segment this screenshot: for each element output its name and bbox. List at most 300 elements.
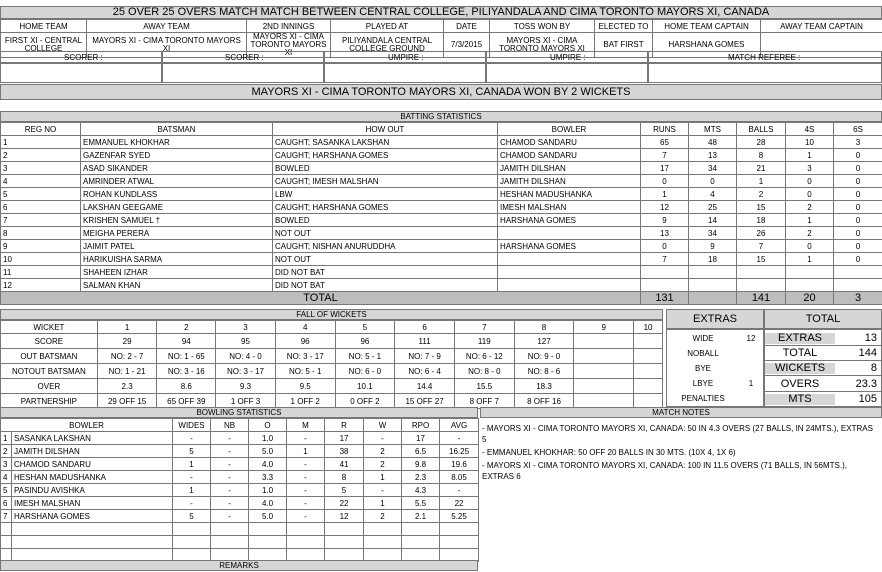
match-info-header: 2ND INNINGS — [247, 20, 331, 33]
bowling-cell: 19.6 — [440, 458, 479, 471]
batting-cell: 15 — [737, 253, 786, 266]
batting-cell: HARSHANA GOMES — [498, 214, 641, 227]
fow-wicket-number: 6 — [395, 321, 455, 334]
fow-cell: 8 OFF 7 — [454, 394, 514, 409]
fow-cell: 1 OFF 2 — [275, 394, 335, 409]
batting-cell: 0 — [641, 175, 689, 188]
bowling-cell — [402, 536, 440, 549]
batting-cell: 7 — [641, 253, 689, 266]
batting-cell: 0 — [834, 253, 882, 266]
bowling-cell: 1 — [287, 445, 325, 458]
fow-wicket-number: 9 — [574, 321, 634, 334]
batting-cell: NOT OUT — [273, 253, 498, 266]
batting-cell — [689, 266, 737, 279]
batting-cell — [786, 266, 834, 279]
total-box — [764, 329, 882, 407]
batting-cell: DID NOT BAT — [273, 266, 498, 279]
batting-cell: 2 — [737, 188, 786, 201]
match-info-header-row — [1, 20, 882, 33]
bowling-row — [1, 497, 479, 510]
bowling-cell: 2 — [364, 510, 402, 523]
fow-cell: 10.1 — [335, 379, 395, 394]
bowling-cell: 5 — [1, 484, 12, 497]
batting-cell: 18 — [689, 253, 737, 266]
bowling-cell: HARSHANA GOMES — [12, 510, 173, 523]
bowling-cell — [211, 523, 249, 536]
bowling-row — [1, 484, 479, 497]
bowling-cell — [12, 536, 173, 549]
total-box-label: MTS — [765, 394, 835, 405]
match-info-value: FIRST XI - CENTRAL COLLEGE — [1, 33, 87, 58]
fow-cell: NO: 4 - 0 — [216, 349, 276, 364]
fow-cell: 2.3 — [97, 379, 157, 394]
fow-cell: NO: 3 - 16 — [157, 364, 216, 379]
batting-cell — [737, 266, 786, 279]
batting-cell: GAZENFAR SYED — [81, 149, 273, 162]
bowling-cell: - — [287, 497, 325, 510]
fow-row-label: OVER — [1, 379, 98, 394]
match-info-header: TOSS WON BY — [490, 20, 595, 33]
fow-cell: 94 — [157, 334, 216, 349]
fow-cell: 65 OFF 39 — [157, 394, 216, 409]
batting-cell: 4 — [689, 188, 737, 201]
batting-cell: 1 — [786, 253, 834, 266]
bowling-cell: 17 — [325, 432, 364, 445]
fow-cell: 127 — [514, 334, 574, 349]
bowling-cell: 5 — [325, 484, 364, 497]
total-box-row — [765, 360, 881, 376]
batting-cell: 0 — [834, 175, 882, 188]
fow-row — [1, 334, 663, 349]
batting-cell: 9 — [1, 240, 81, 253]
bowling-row — [1, 510, 479, 523]
batting-section-title: BATTING STATISTICS — [0, 111, 882, 122]
bowling-cell: - — [211, 445, 249, 458]
bowling-cell — [1, 523, 12, 536]
bowling-row — [1, 445, 479, 458]
match-info-header: PLAYED AT — [331, 20, 444, 33]
fow-row-label: NOTOUT BATSMAN — [1, 364, 98, 379]
total-box-label: EXTRAS — [765, 333, 835, 344]
fow-cell: NO: 1 - 65 — [157, 349, 216, 364]
match-title: 25 OVER 25 OVERS MATCH MATCH BETWEEN CENTRAL COLLEGE, PILIYANDALA AND CIMA TORONTO MAYORS XI, CANADA — [0, 6, 882, 19]
fow-wicket-number: 10 — [634, 321, 663, 334]
batting-cell: 3 — [1, 162, 81, 175]
batting-cell: 10 — [786, 136, 834, 149]
batting-cell: 0 — [641, 240, 689, 253]
bowling-cell: - — [211, 510, 249, 523]
bowling-header: NB — [211, 419, 249, 432]
fow-wicket-number: 8 — [514, 321, 574, 334]
batting-cell: 65 — [641, 136, 689, 149]
bowling-cell: 22 — [325, 497, 364, 510]
umpire2-value — [486, 63, 648, 83]
fow-cell: 1 OFF 3 — [216, 394, 276, 409]
batting-total-mts — [689, 292, 737, 305]
batting-cell: 0 — [834, 149, 882, 162]
scorer2-label: SCORER : — [225, 53, 264, 62]
batting-cell: CAUGHT; HARSHANA GOMES — [273, 201, 498, 214]
fow-wicket-number: 7 — [454, 321, 514, 334]
batting-cell: 14 — [689, 214, 737, 227]
batting-cell: 0 — [786, 188, 834, 201]
bowling-header-row — [1, 419, 479, 432]
bowling-cell: 4.0 — [249, 458, 287, 471]
batting-total-fours: 20 — [786, 292, 834, 305]
batting-row — [1, 188, 882, 201]
bowling-section-title: BOWLING STATISTICS — [0, 407, 478, 418]
fow-cell: 18.3 — [514, 379, 574, 394]
batting-cell: JAIMIT PATEL — [81, 240, 273, 253]
batting-header: BALLS — [737, 123, 786, 136]
batting-row — [1, 279, 882, 292]
total-box-title: TOTAL — [764, 309, 882, 329]
total-box-row — [765, 376, 881, 392]
batting-cell — [641, 279, 689, 292]
batting-cell: ASAD SIKANDER — [81, 162, 273, 175]
bowling-cell: 4 — [1, 471, 12, 484]
remarks-title: REMARKS — [0, 560, 478, 571]
fow-cell: NO: 5 - 1 — [335, 349, 395, 364]
batting-cell: CHAMOD SANDARU — [498, 149, 641, 162]
fow-cell — [574, 349, 634, 364]
bowling-cell: 2 — [364, 458, 402, 471]
bowling-cell: 8 — [325, 471, 364, 484]
batting-total-row — [1, 292, 882, 305]
total-box-row — [765, 391, 881, 406]
bowling-cell: 6.5 — [402, 445, 440, 458]
match-info-header: AWAY TEAM CAPTAIN — [761, 20, 882, 33]
bowling-cell — [287, 523, 325, 536]
bowling-cell: 9.8 — [402, 458, 440, 471]
batting-cell: 0 — [834, 240, 882, 253]
fow-cell: 119 — [454, 334, 514, 349]
bowling-cell: 8.05 — [440, 471, 479, 484]
match-info-value: MAYORS XI - CIMA TORONTO MAYORS XI — [490, 33, 595, 58]
fow-cell: 111 — [395, 334, 455, 349]
bowling-cell: 16.25 — [440, 445, 479, 458]
batting-cell: 8 — [1, 227, 81, 240]
bowling-cell: 1 — [173, 458, 211, 471]
match-info-header: ELECTED TO — [595, 20, 653, 33]
batting-header: 6S — [834, 123, 882, 136]
batting-row — [1, 266, 882, 279]
bowling-header: BOWLER — [1, 419, 173, 432]
total-box-value: 23.3 — [855, 377, 877, 390]
batting-cell: DID NOT BAT — [273, 279, 498, 292]
bowling-cell: 2 — [364, 445, 402, 458]
fow-cell: NO: 6 - 0 — [335, 364, 395, 379]
fow-wicket-number: 5 — [335, 321, 395, 334]
total-box-label: TOTAL — [765, 348, 835, 359]
batting-cell: 4 — [1, 175, 81, 188]
fow-cell: 0 OFF 2 — [335, 394, 395, 409]
bowling-row — [1, 432, 479, 445]
bowling-cell: 5.0 — [249, 445, 287, 458]
fow-cell: NO: 3 - 17 — [275, 349, 335, 364]
umpire2-label: UMPIRE : — [550, 53, 586, 62]
batting-header: MTS — [689, 123, 737, 136]
extras-item-label: PENALTIES — [681, 394, 725, 403]
fow-wicket-number: 1 — [97, 321, 157, 334]
extras-title: EXTRAS — [666, 309, 764, 329]
batting-total-sixes: 3 — [834, 292, 882, 305]
batting-cell: 18 — [737, 214, 786, 227]
batting-cell: 1 — [737, 175, 786, 188]
fow-cell: NO: 9 - 0 — [514, 349, 574, 364]
bowling-cell: - — [211, 497, 249, 510]
bowling-cell: - — [364, 432, 402, 445]
batting-cell: MEIGHA PERERA — [81, 227, 273, 240]
batting-cell: LBW — [273, 188, 498, 201]
batting-cell: AMRINDER ATWAL — [81, 175, 273, 188]
extras-item-label: NOBALL — [687, 349, 719, 358]
batting-cell — [737, 279, 786, 292]
batting-cell: 0 — [786, 240, 834, 253]
fow-row — [1, 349, 663, 364]
batting-cell: EMMANUEL KHOKHAR — [81, 136, 273, 149]
fow-cell: NO: 3 - 17 — [216, 364, 276, 379]
batting-cell: 2 — [786, 227, 834, 240]
batting-header: REG NO — [1, 123, 81, 136]
bowling-cell: 6 — [1, 497, 12, 510]
result-banner: MAYORS XI - CIMA TORONTO MAYORS XI, CANADA WON BY 2 WICKETS — [0, 84, 882, 100]
fow-section-title: FALL OF WICKETS — [0, 309, 663, 320]
fow-cell: 14.4 — [395, 379, 455, 394]
total-box-label: OVERS — [765, 379, 835, 390]
match-note: - EMMANUEL KHOKHAR: 50 OFF 20 BALLS IN 30 MTS. (10X 4, 1X 6) — [482, 448, 736, 457]
total-box-value: 144 — [858, 347, 877, 360]
bowling-cell: 1 — [364, 497, 402, 510]
fow-cell: 96 — [335, 334, 395, 349]
batting-cell — [641, 266, 689, 279]
match-info-header: DATE — [444, 20, 490, 33]
batting-cell: CAUGHT; NISHAN ANURUDDHA — [273, 240, 498, 253]
batting-cell: 17 — [641, 162, 689, 175]
batting-cell — [786, 279, 834, 292]
bowling-cell: 5.25 — [440, 510, 479, 523]
bowling-cell — [173, 536, 211, 549]
extras-item-label: BYE — [694, 364, 711, 373]
batting-header: RUNS — [641, 123, 689, 136]
fow-cell: NO: 8 - 0 — [454, 364, 514, 379]
batting-cell: 6 — [1, 201, 81, 214]
bowling-cell: 3 — [1, 458, 12, 471]
bowling-header: RPO — [402, 419, 440, 432]
batting-cell: 1 — [1, 136, 81, 149]
batting-cell: 7 — [1, 214, 81, 227]
extras-item-label: LBYE — [692, 379, 714, 388]
bowling-cell: 7 — [1, 510, 12, 523]
batting-cell: 12 — [641, 201, 689, 214]
bowling-cell: - — [173, 432, 211, 445]
batting-cell: 0 — [689, 175, 737, 188]
bowling-cell — [440, 536, 479, 549]
bowling-cell: 2 — [1, 445, 12, 458]
batting-total-label: TOTAL — [1, 292, 641, 305]
bowling-header: W — [364, 419, 402, 432]
match-notes-body — [482, 423, 878, 484]
batting-cell: 13 — [641, 227, 689, 240]
batting-cell — [498, 266, 641, 279]
match-note: - MAYORS XI - CIMA TORONTO MAYORS XI, CANADA: 100 IN 11.5 OVERS (71 BALLS, IN 56MTS.), EXTRAS 6 — [482, 461, 847, 481]
bowling-cell: - — [287, 510, 325, 523]
fow-cell: 15 OFF 27 — [395, 394, 455, 409]
extras-item-label: WIDE — [692, 334, 714, 343]
bowling-cell: 41 — [325, 458, 364, 471]
batting-cell — [498, 227, 641, 240]
bowling-cell: 3.3 — [249, 471, 287, 484]
fow-row — [1, 364, 663, 379]
fow-cell: NO: 2 - 7 — [97, 349, 157, 364]
match-info-value: 7/3/2015 — [444, 33, 490, 58]
batting-cell: 1 — [786, 214, 834, 227]
bowling-cell: - — [211, 432, 249, 445]
batting-cell: 10 — [1, 253, 81, 266]
fow-cell: 9.5 — [275, 379, 335, 394]
fow-cell — [634, 379, 663, 394]
bowling-cell: - — [211, 484, 249, 497]
bowling-cell: 5.5 — [402, 497, 440, 510]
batting-row — [1, 149, 882, 162]
batting-total-balls: 141 — [737, 292, 786, 305]
bowling-cell: 2.1 — [402, 510, 440, 523]
fow-wicket-number: 2 — [157, 321, 216, 334]
batting-cell: 7 — [641, 149, 689, 162]
bowling-header: O — [249, 419, 287, 432]
batting-cell: 0 — [786, 175, 834, 188]
bowling-row — [1, 471, 479, 484]
fow-table — [0, 320, 663, 409]
total-box-value: 105 — [858, 392, 877, 405]
bowling-cell: - — [173, 497, 211, 510]
bowling-cell: 1 — [173, 484, 211, 497]
batting-cell: CAUGHT; SASANKA LAKSHAN — [273, 136, 498, 149]
fow-cell — [634, 334, 663, 349]
batting-cell: HARIKUISHA SARMA — [81, 253, 273, 266]
bowling-cell: - — [440, 484, 479, 497]
fow-cell: 8 OFF 16 — [514, 394, 574, 409]
bowling-row — [1, 536, 479, 549]
batting-header: HOW OUT — [273, 123, 498, 136]
referee-label: MATCH REFEREE : — [728, 53, 801, 62]
bowling-cell: PASINDU AVISHKA — [12, 484, 173, 497]
batting-cell: 13 — [689, 149, 737, 162]
bowling-cell: JAMITH DILSHAN — [12, 445, 173, 458]
match-info-header: HOME TEAM — [1, 20, 87, 33]
batting-cell: CHAMOD SANDARU — [498, 136, 641, 149]
fow-cell: NO: 5 - 1 — [275, 364, 335, 379]
match-notes-title: MATCH NOTES — [480, 407, 882, 418]
bowling-cell: 5 — [173, 445, 211, 458]
bowling-header: R — [325, 419, 364, 432]
batting-header: BATSMAN — [81, 123, 273, 136]
batting-row — [1, 227, 882, 240]
bowling-cell: - — [287, 471, 325, 484]
fow-row-label: SCORE — [1, 334, 98, 349]
bowling-cell — [12, 523, 173, 536]
bowling-cell — [364, 536, 402, 549]
bowling-cell: IMESH MALSHAN — [12, 497, 173, 510]
batting-cell: 2 — [786, 201, 834, 214]
batting-header-row — [1, 123, 882, 136]
bowling-cell: 1 — [1, 432, 12, 445]
match-info-header: AWAY TEAM — [87, 20, 247, 33]
fow-cell: NO: 7 - 9 — [395, 349, 455, 364]
batting-cell: 34 — [689, 227, 737, 240]
fow-cell: NO: 1 - 21 — [97, 364, 157, 379]
bowling-cell — [325, 523, 364, 536]
bowling-cell: - — [287, 432, 325, 445]
batting-cell: CAUGHT; HARSHANA GOMES — [273, 149, 498, 162]
fow-cell: NO: 6 - 4 — [395, 364, 455, 379]
fow-wicket-number: 3 — [216, 321, 276, 334]
bowling-table — [0, 418, 479, 562]
batting-cell — [498, 279, 641, 292]
batting-cell: 8 — [737, 149, 786, 162]
batting-cell: 1 — [641, 188, 689, 201]
fow-cell — [574, 364, 634, 379]
bowling-cell — [1, 536, 12, 549]
batting-cell: LAKSHAN GEEGAME — [81, 201, 273, 214]
fow-row — [1, 379, 663, 394]
fow-cell: 96 — [275, 334, 335, 349]
bowling-header: AVG — [440, 419, 479, 432]
batting-cell: 0 — [834, 162, 882, 175]
batting-cell: CAUGHT; IMESH MALSHAN — [273, 175, 498, 188]
batting-cell: BOWLED — [273, 162, 498, 175]
bowling-cell: 22 — [440, 497, 479, 510]
batting-row — [1, 136, 882, 149]
bowling-cell: 1.0 — [249, 432, 287, 445]
fow-header-row — [1, 321, 663, 334]
batting-cell: 11 — [1, 266, 81, 279]
batting-cell: 28 — [737, 136, 786, 149]
batting-cell: HARSHANA GOMES — [498, 240, 641, 253]
match-info-value: MAYORS XI - CIMA TORONTO MAYORS XI — [87, 33, 247, 58]
batting-cell: JAMITH DILSHAN — [498, 162, 641, 175]
scorer2-value — [162, 63, 324, 83]
match-info-header: HOME TEAM CAPTAIN — [653, 20, 761, 33]
bowling-cell: 1.0 — [249, 484, 287, 497]
batting-cell: 25 — [689, 201, 737, 214]
batting-cell: 3 — [834, 136, 882, 149]
bowling-row — [1, 523, 479, 536]
batting-cell: 7 — [737, 240, 786, 253]
bowling-cell — [364, 523, 402, 536]
batting-cell: SALMAN KHAN — [81, 279, 273, 292]
fow-header-label: WICKET — [1, 321, 98, 334]
bowling-cell — [440, 523, 479, 536]
bowling-cell: 2.3 — [402, 471, 440, 484]
batting-cell: ROHAN KUNDLASS — [81, 188, 273, 201]
batting-cell — [498, 253, 641, 266]
batting-row — [1, 201, 882, 214]
batting-cell: 0 — [834, 201, 882, 214]
bowling-cell: 4.3 — [402, 484, 440, 497]
bowling-cell: - — [364, 484, 402, 497]
bowling-cell — [325, 536, 364, 549]
batting-cell: 5 — [1, 188, 81, 201]
batting-cell: 48 — [689, 136, 737, 149]
scorer1-label: SCORER : — [64, 53, 103, 62]
total-box-row — [765, 330, 881, 346]
batting-cell — [689, 279, 737, 292]
match-info-value: PILIYANDALA CENTRAL COLLEGE GROUND — [331, 33, 444, 58]
fow-cell: NO: 8 - 6 — [514, 364, 574, 379]
bowling-cell: - — [287, 484, 325, 497]
fow-cell — [574, 379, 634, 394]
